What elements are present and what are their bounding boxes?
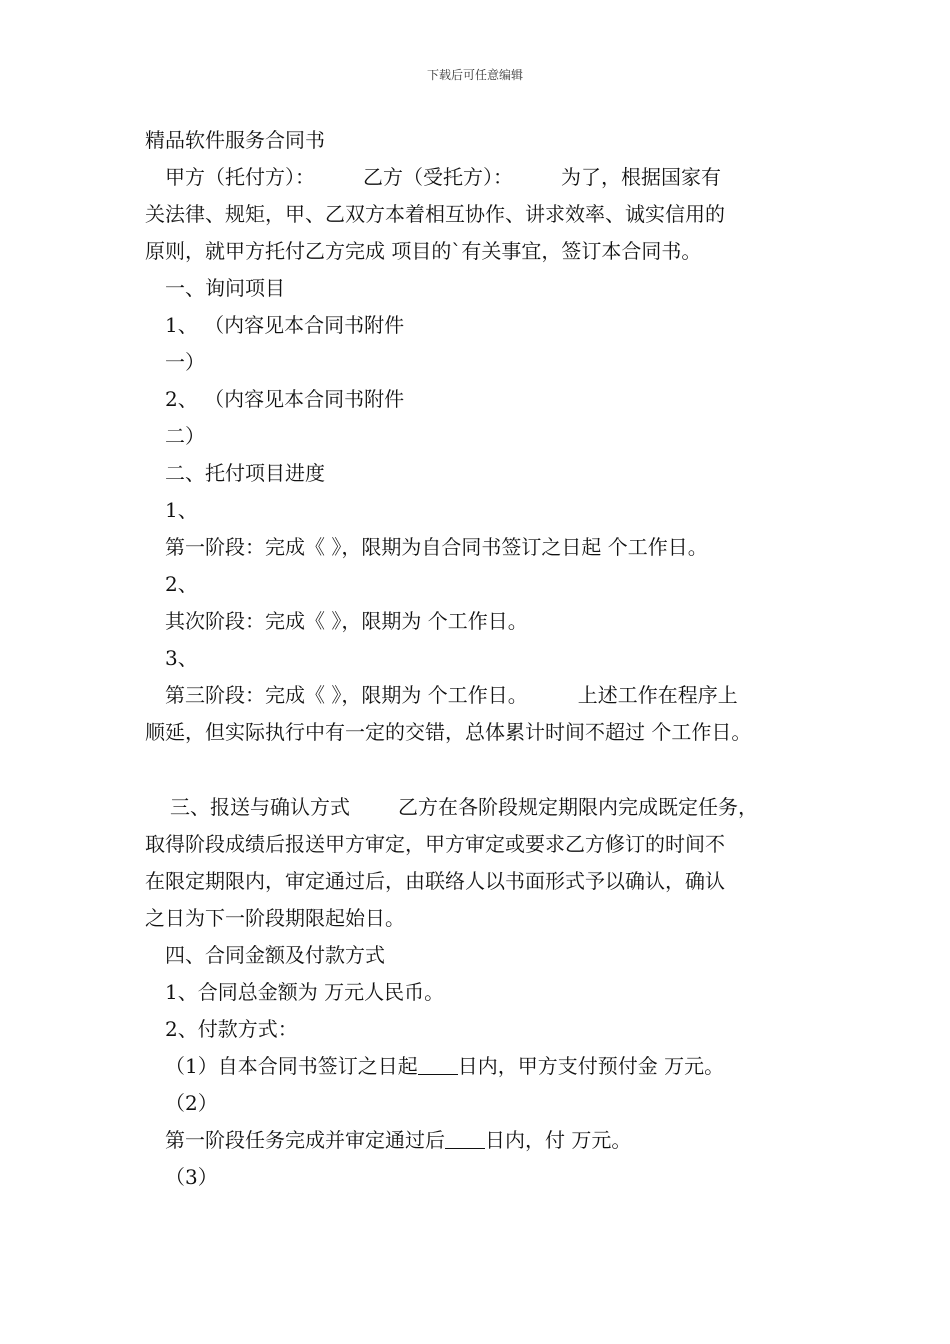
intro-line-3: 原则，就甲方托付乙方完成 项目的`有关事宜，签订本合同书。	[145, 239, 702, 263]
document-body	[145, 122, 835, 1196]
section-1-item-2-cont: 二）	[165, 424, 205, 448]
stage-1-text: 第一阶段：完成《 》，限期为自合同书签订之日起 个工作日。	[165, 535, 708, 559]
section-3-line-1	[145, 789, 835, 826]
section-1-heading: 一、询问项目	[165, 276, 285, 300]
section-3-text-1: 乙方在各阶段规定期限内完成既定任务，	[398, 795, 758, 819]
section-2-num-2: 2、	[165, 572, 198, 596]
payment-1-text-b: 日内，甲方支付预付金 万元。	[457, 1054, 725, 1078]
stage-2-text: 其次阶段：完成《 》，限期为 个工作日。	[165, 609, 528, 633]
payment-2-text-a: 第一阶段任务完成并审定通过后	[165, 1128, 445, 1152]
party-a-label: 甲方（托付方）：	[165, 165, 315, 189]
section-4-item-1: 1、合同总金额为 万元人民币。	[165, 980, 445, 1004]
payment-2-text-b: 日内，付 万元。	[485, 1128, 632, 1152]
stage-3-text: 第三阶段：完成《 》，限期为 个工作日。	[165, 683, 528, 707]
document-title: 精品软件服务合同书	[145, 128, 325, 152]
section-1-item-1-cont: 一）	[165, 350, 205, 374]
payment-1-blank	[418, 1054, 458, 1075]
payment-2-blank	[445, 1128, 485, 1149]
payment-1	[145, 1048, 835, 1085]
stage-3-note-cont: 顺延，但实际执行中有一定的交错，总体累计时间不超过 个工作日。	[145, 720, 752, 744]
payment-2-num: （2）	[165, 1091, 218, 1115]
section-2-num-3: 3、	[165, 646, 198, 670]
section-3-text-3: 在限定期限内，审定通过后，由联络人以书面形式予以确认，确认	[145, 869, 725, 893]
section-4-heading: 四、合同金额及付款方式	[165, 943, 385, 967]
section-3-text-4: 之日为下一阶段期限起始日。	[145, 906, 405, 930]
section-2-num-1: 1、	[165, 498, 198, 522]
stage-3-line	[145, 677, 835, 714]
section-1-item-1: 1、 （内容见本合同书附件	[165, 313, 405, 337]
section-4-item-2: 2、付款方式：	[165, 1017, 298, 1041]
payment-1-text-a: （1）自本合同书签订之日起	[165, 1054, 418, 1078]
payment-2	[145, 1122, 835, 1159]
section-3-text-2: 取得阶段成绩后报送甲方审定，甲方审定或要求乙方修订的时间不	[145, 832, 725, 856]
stage-3-note: 上述工作在程序上	[577, 683, 738, 707]
intro-line-2: 关法律、规矩，甲、乙双方本着相互协作、讲求效率、诚实信用的	[145, 202, 725, 226]
section-1-item-2: 2、 （内容见本合同书附件	[165, 387, 405, 411]
intro-line-1	[145, 159, 835, 196]
payment-3-num: （3）	[165, 1165, 218, 1189]
page-header: 下载后可任意编辑	[426, 68, 523, 82]
section-2-heading: 二、托付项目进度	[165, 461, 325, 485]
section-3-heading: 三、报送与确认方式	[170, 795, 350, 819]
party-b-label: 乙方（受托方）：	[363, 165, 513, 189]
intro-text-1: 为了，根据国家有	[561, 165, 721, 189]
